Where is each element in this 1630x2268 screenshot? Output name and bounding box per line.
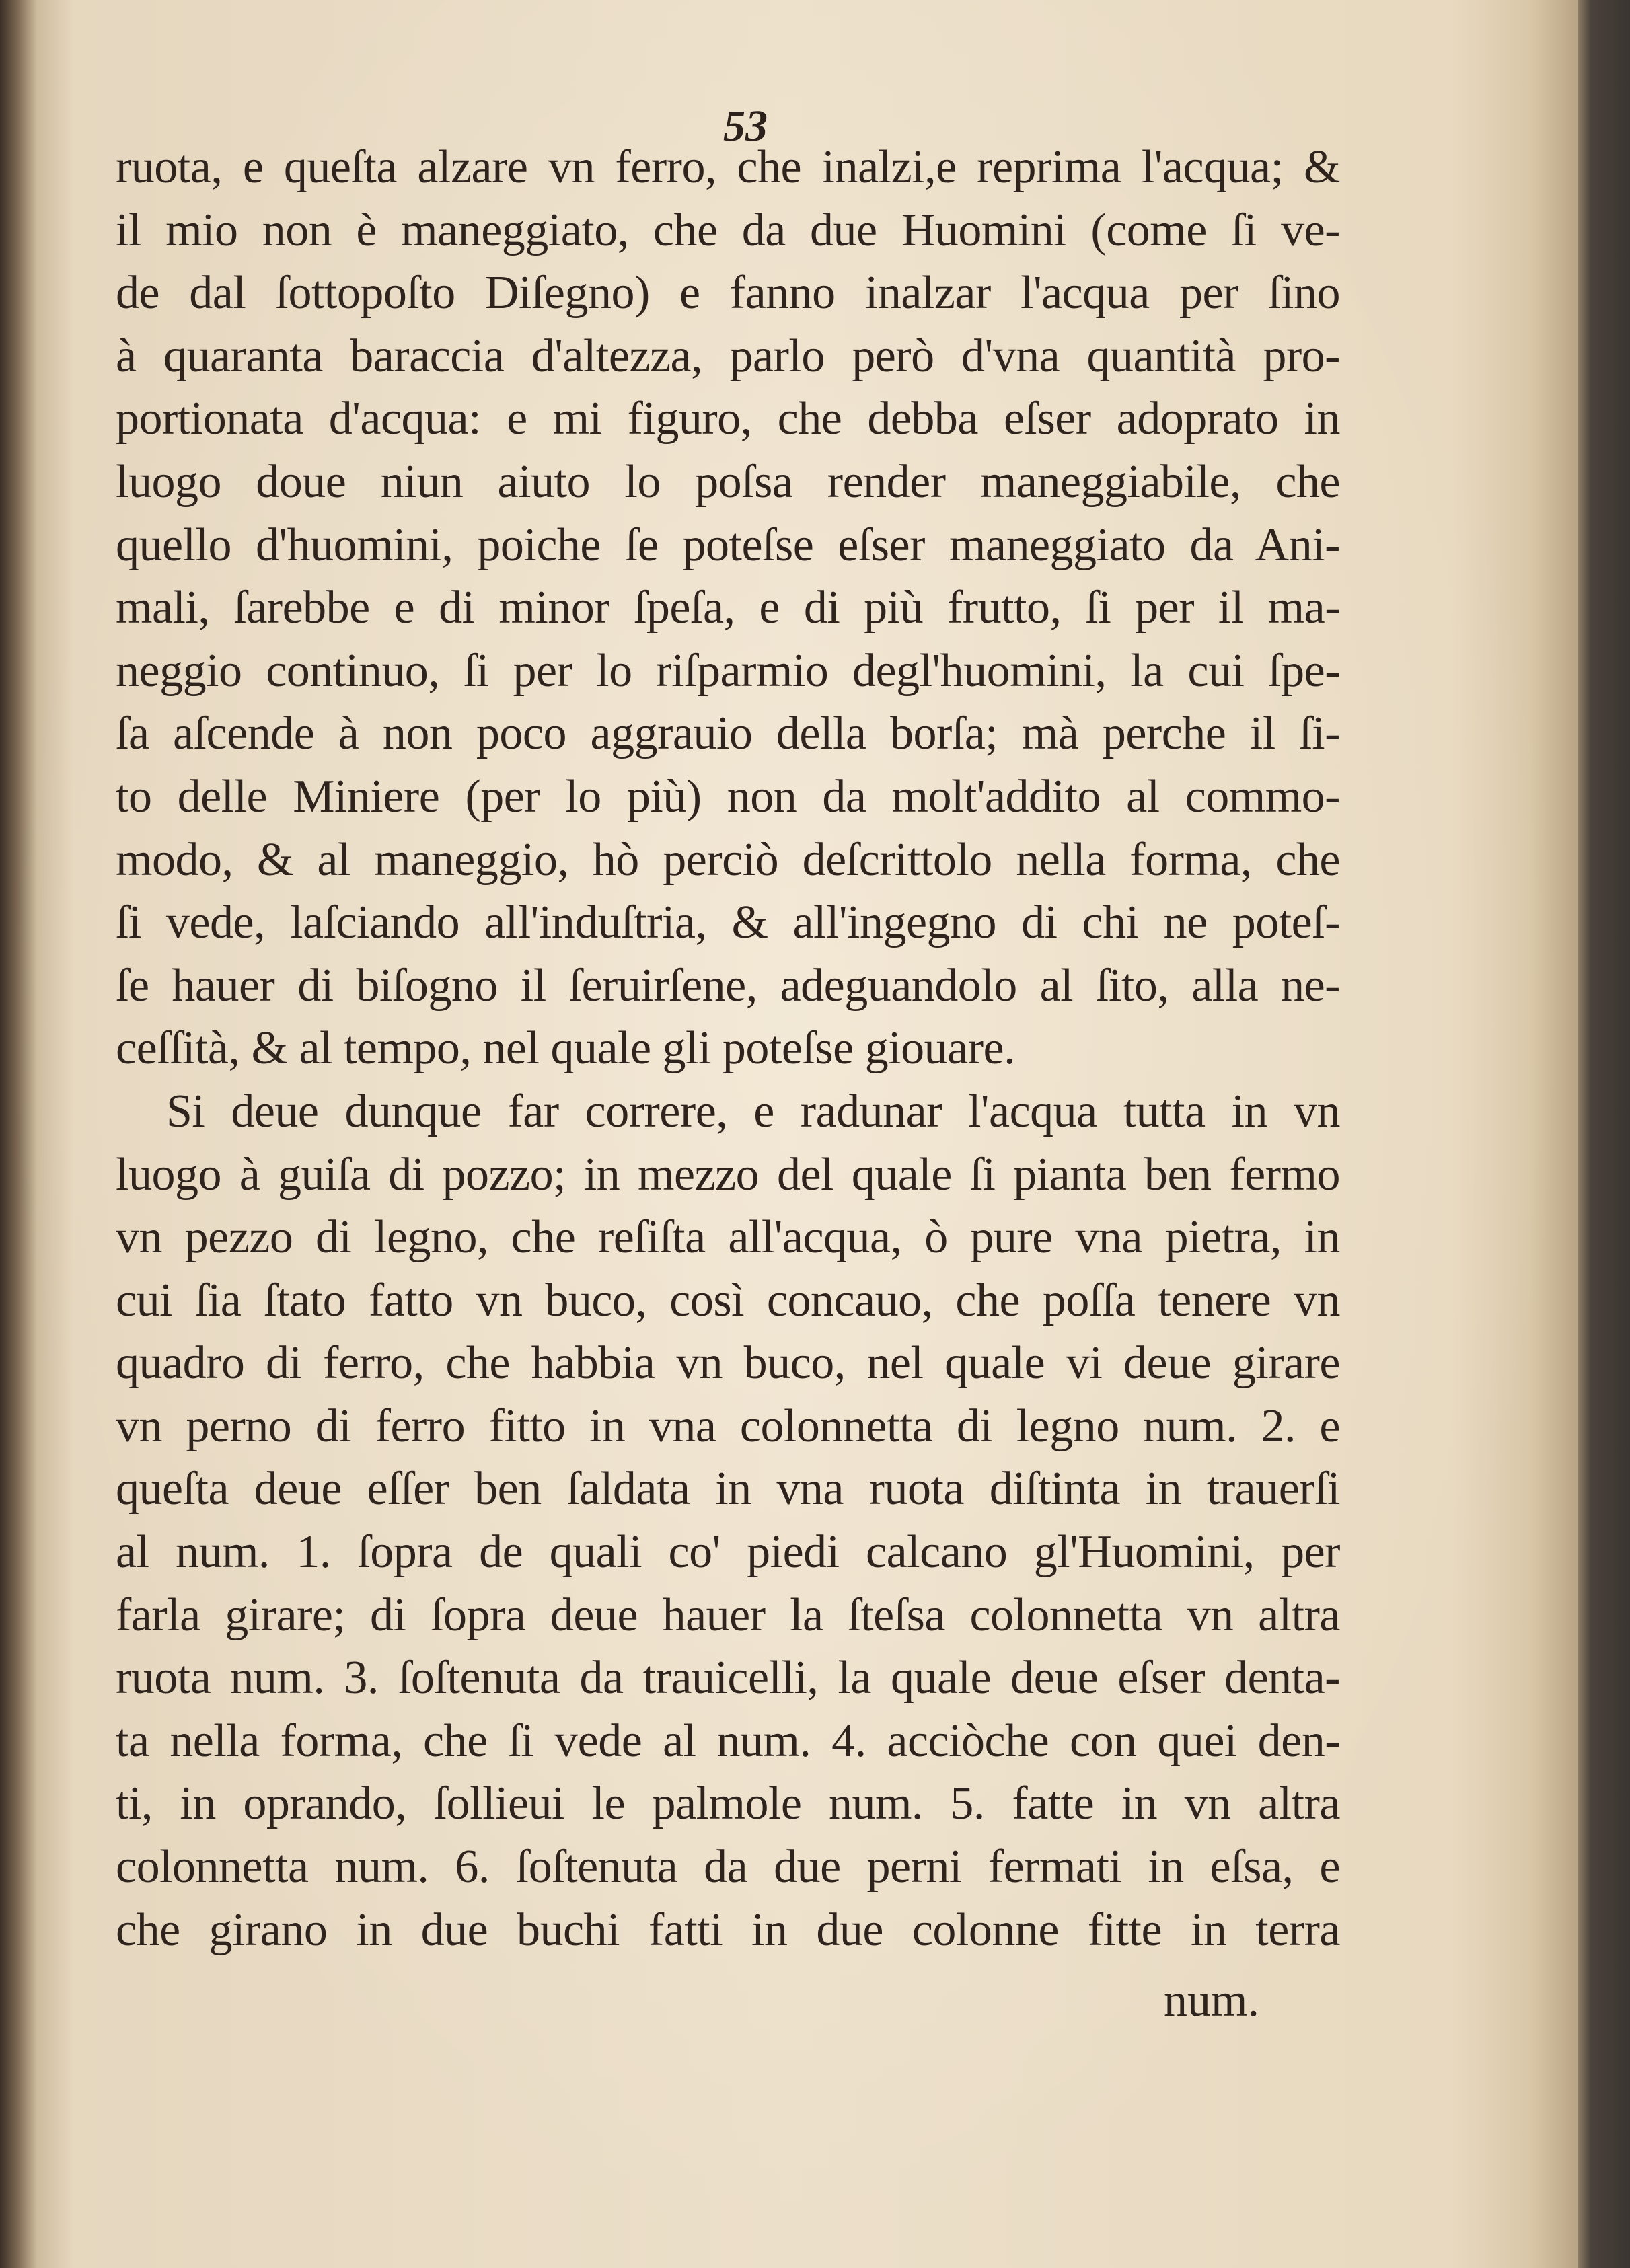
text-line: quello d'huomini, poiche ſe poteſse eſser maneggiato da Ani- xyxy=(116,519,1340,571)
catchword: num. xyxy=(1164,1975,1259,2027)
body-text xyxy=(116,136,1340,1961)
paragraph-first-line: Si deue dunque far correre, e radunar l'acqua tutta in vn xyxy=(166,1085,1340,1137)
text-line: cui ſia ſtato fatto vn buco, così concauo, che poſſa tenere vn xyxy=(116,1274,1340,1326)
text-line: neggio continuo, ſi per lo riſparmio degl'huomini, la cui ſpe- xyxy=(116,644,1340,697)
text-line: ta nella forma, che ſi vede al num. 4. acciòche con quei den- xyxy=(116,1714,1340,1767)
text-line: farla girare; di ſopra deue hauer la ſteſsa colonnetta vn altra xyxy=(116,1589,1340,1641)
text-line: vn perno di ferro fitto in vna colonnetta di legno num. 2. e xyxy=(116,1400,1340,1452)
page-number: 53 xyxy=(723,102,768,151)
page-edge-shadow xyxy=(1578,0,1630,2268)
text-line: ruota num. 3. ſoſtenuta da trauicelli, la quale deue eſser denta- xyxy=(116,1652,1340,1704)
text-line: il mio non è maneggiato, che da due Huomini (come ſi ve- xyxy=(116,204,1340,256)
text-line: luogo à guiſa di pozzo; in mezzo del quale ſi pianta ben fermo xyxy=(116,1148,1340,1201)
text-line: che girano in due buchi fatti in due colonne fitte in terra xyxy=(116,1903,1340,1956)
text-line: colonnetta num. 6. ſoſtenuta da due perni fermati in eſsa, e xyxy=(116,1841,1340,1893)
text-line: ſa aſcende à non poco aggrauio della borſa; mà perche il ſi- xyxy=(116,708,1340,760)
text-line: queſta deue eſſer ben ſaldata in vna ruota diſtinta in trauerſi xyxy=(116,1463,1340,1515)
text-line: ruota, e queſta alzare vn ferro, che inalzi,e reprima l'acqua; & xyxy=(116,141,1340,193)
text-line: de dal ſottopoſto Diſegno) e fanno inalzar l'acqua per ſino xyxy=(116,267,1340,319)
text-line: mali, ſarebbe e di minor ſpeſa, e di più frutto, ſi per il ma- xyxy=(116,582,1340,634)
text-line: ti, in oprando, ſollieui le palmole num. 5. fatte in vn altra xyxy=(116,1778,1340,1830)
text-line: al num. 1. ſopra de quali co' piedi calcano gl'Huomini, per xyxy=(116,1526,1340,1579)
text-line: portionata d'acqua: e mi figuro, che debba eſser adoprato in xyxy=(116,393,1340,445)
text-line: modo, & al maneggio, hò perciò deſcrittolo nella forma, che xyxy=(116,833,1340,886)
text-line: vn pezzo di legno, che reſiſta all'acqua, ò pure vna pietra, in xyxy=(116,1211,1340,1264)
text-line: ſe hauer di biſogno il ſeruirſene, adeguandolo al ſito, alla ne- xyxy=(116,959,1340,1012)
text-line: quadro di ferro, che habbia vn buco, nel quale vi deue girare xyxy=(116,1337,1340,1390)
text-line: to delle Miniere (per lo più) non da molt'addito al commo- xyxy=(116,770,1340,823)
text-line: ſi vede, laſciando all'induſtria, & all'ingegno di chi ne poteſ- xyxy=(116,897,1340,949)
text-line: à quaranta baraccia d'altezza, parlo però d'vna quantità pro- xyxy=(116,330,1340,382)
paragraph-last-line: ceſſità, & al tempo, nel quale gli poteſse giouare. xyxy=(116,1022,1016,1075)
text-line: luogo doue niun aiuto lo poſsa render maneggiabile, che xyxy=(116,455,1340,508)
